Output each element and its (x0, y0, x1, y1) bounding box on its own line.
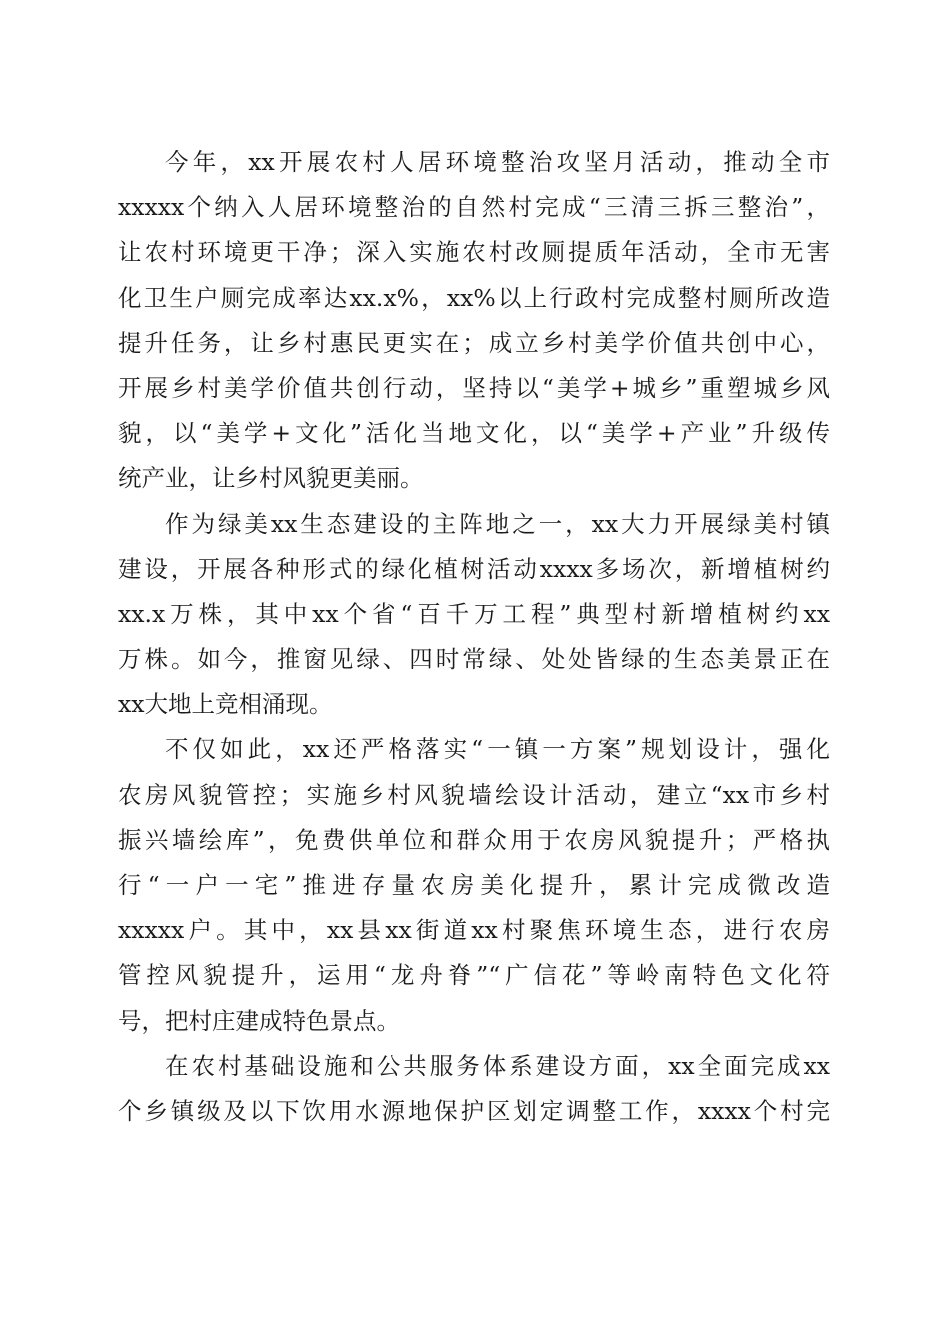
paragraph-2-line-5: xx大地上竞相涌现。 (118, 690, 333, 719)
paragraph-3-line-4: 行“一户一宅”推进存量农房美化提升，累计完成微改造 (118, 871, 830, 899)
paragraph-2-line-1: 作为绿美xx生态建设的主阵地之一，xx大力开展绿美村镇 (165, 509, 830, 538)
paragraph-3-line-7: 号，把村庄建成特色景点。 (118, 1006, 400, 1035)
paragraph-3-line-6: 管控风貌提升，运用“龙舟脊”“广信花”等岭南特色文化符 (118, 961, 830, 990)
paragraph-1-line-6: 开展乡村美学价值共创行动，坚持以“美学+城乡”重塑城乡风 (118, 373, 830, 402)
paragraph-1-line-8: 统产业，让乡村风貌更美丽。 (118, 464, 424, 493)
paragraph-3-line-1: 不仅如此，xx还严格落实“一镇一方案”规划设计，强化 (165, 735, 830, 764)
paragraph-3-line-5: xxxxx户。其中，xx县xx街道xx村聚焦环境生态，进行农房 (118, 916, 830, 945)
paragraph-1-line-4: 化卫生户厕完成率达xx.x%，xx%以上行政村完成整村厕所改造 (118, 283, 830, 312)
document-body (118, 140, 830, 1134)
paragraph-2-line-4: 万株。如今，推窗见绿、四时常绿、处处皆绿的生态美景正在 (118, 645, 830, 674)
paragraph-2-line-2: 建设，开展各种形式的绿化植树活动xxxx多场次，新增植树约 (118, 554, 830, 583)
paragraph-1-line-7: 貌，以“美学+文化”活化当地文化，以“美学+产业”升级传 (118, 419, 830, 448)
paragraph-3-line-3: 振兴墙绘库”，免费供单位和群众用于农房风貌提升；严格执 (118, 825, 830, 854)
paragraph-1-line-5: 提升任务，让乡村惠民更实在；成立乡村美学价值共创中心， (118, 328, 830, 357)
paragraph-1-line-2: xxxxx个纳入人居环境整治的自然村完成“三清三拆三整治”， (118, 193, 830, 222)
paragraph-1-line-3: 让农村环境更干净；深入实施农村改厕提质年活动，全市无害 (118, 238, 830, 267)
paragraph-4-line-1: 在农村基础设施和公共服务体系建设方面，xx全面完成xx (165, 1051, 830, 1080)
paragraph-2-line-3: xx.x万株，其中xx个省“百千万工程”典型村新增植树约xx (118, 599, 830, 628)
paragraph-3-line-2: 农房风貌管控；实施乡村风貌墙绘设计活动，建立“xx市乡村 (118, 780, 830, 809)
paragraph-1-line-1: 今年，xx开展农村人居环境整治攻坚月活动，推动全市 (165, 148, 830, 176)
paragraph-4-line-2: 个乡镇级及以下饮用水源地保护区划定调整工作，xxxx个村完 (118, 1096, 830, 1125)
